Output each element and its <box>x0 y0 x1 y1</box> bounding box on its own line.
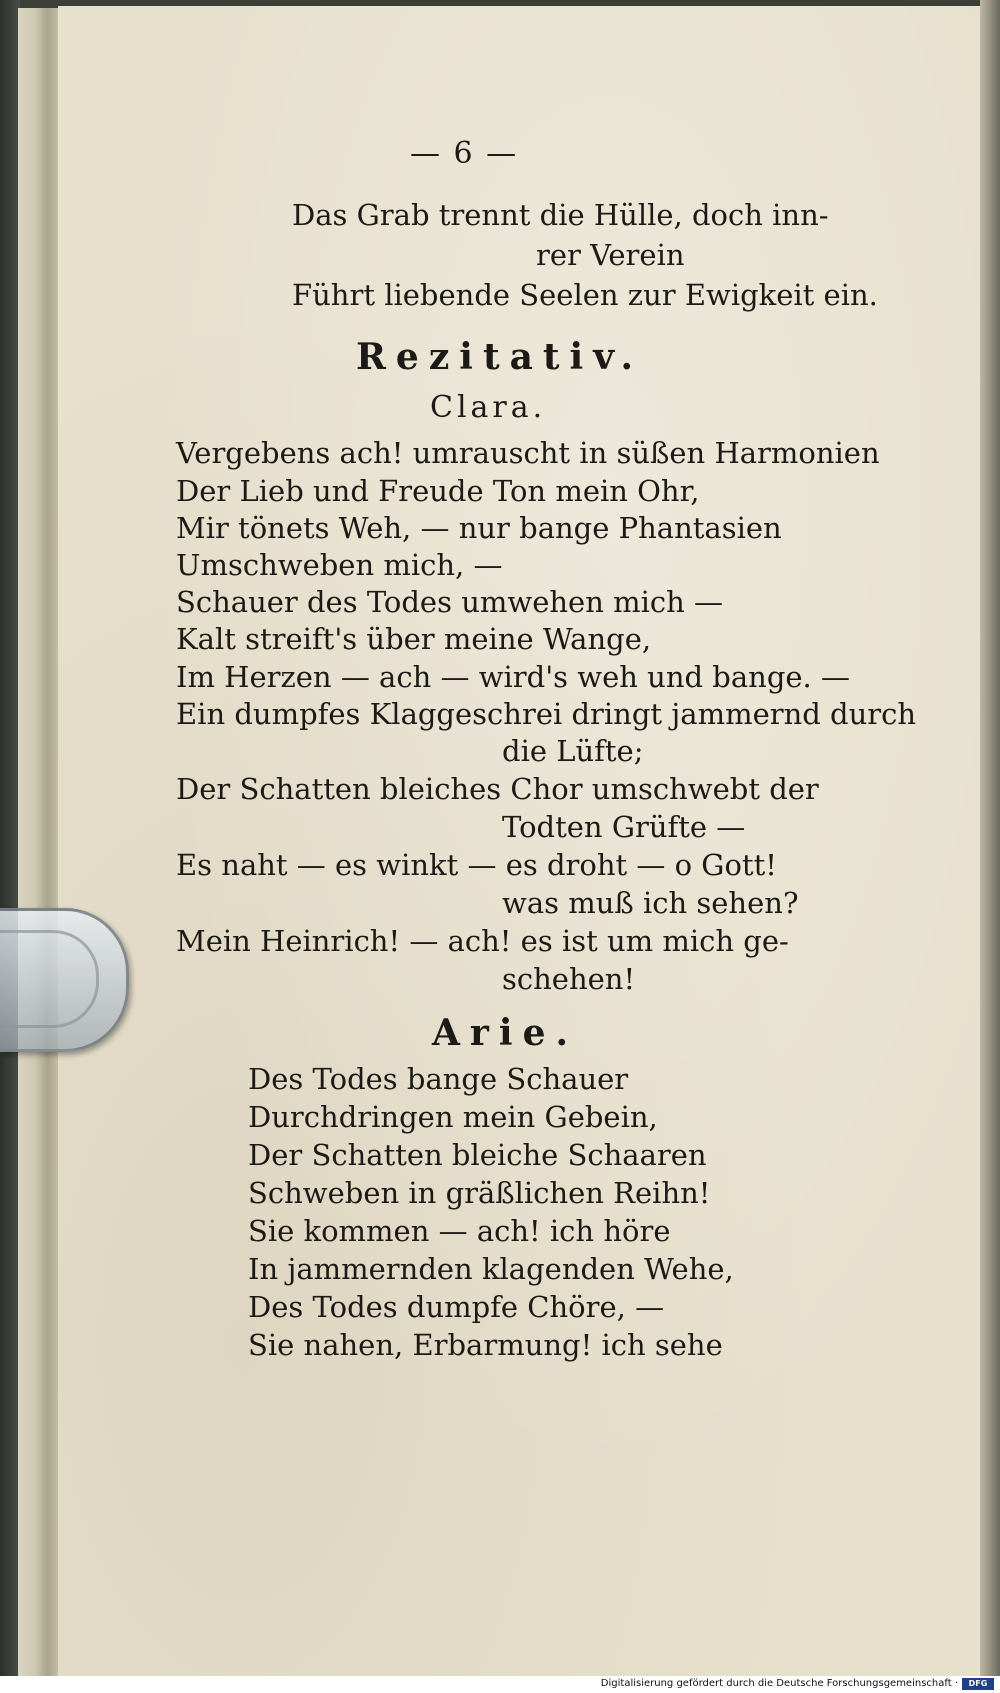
recitative-line: Schauer des Todes umwehen mich — <box>176 585 724 619</box>
recitative-line: Umschweben mich, — <box>176 548 503 582</box>
plastic-clip-inner <box>0 930 99 1028</box>
recitative-line: die Lüfte; <box>502 734 644 768</box>
aria-line: Der Schatten bleiche Schaaren <box>248 1138 707 1172</box>
recitative-line: Der Lieb und Freude Ton mein Ohr, <box>176 474 700 508</box>
book-cover-edge <box>0 0 20 1693</box>
aria-line: Sie kommen — ach! ich höre <box>248 1214 671 1248</box>
digitization-credit: Digitalisierung gefördert durch die Deutsche Forschungsgemeinschaft · <box>600 1678 958 1689</box>
aria-line: Schweben in gräßlichen Reihn! <box>248 1176 711 1210</box>
recitative-line: Mir tönets Weh, — nur bange Phantasien <box>176 511 782 545</box>
speaker-name: Clara. <box>430 390 547 425</box>
section-heading-aria: Arie. <box>432 1012 579 1054</box>
recitative-line: Mein Heinrich! — ach! es ist um mich ge- <box>176 924 789 958</box>
page-stack-edge <box>18 8 60 1676</box>
section-heading-recitative: Rezitativ. <box>356 336 644 378</box>
recitative-line: schehen! <box>502 962 636 996</box>
recitative-line: Der Schatten bleiches Chor umschwebt der <box>176 772 819 806</box>
recitative-line: Im Herzen — ach — wird's weh und bange. — <box>176 660 850 694</box>
verse-line: rer Verein <box>536 238 685 272</box>
recitative-line: Vergebens ach! umrauscht in süßen Harmonien <box>176 436 880 470</box>
recitative-line: Kalt streift's über meine Wange, <box>176 622 652 656</box>
recitative-line: Ein dumpfes Klaggeschrei dringt jammernd durch <box>176 697 917 731</box>
aria-line: Des Todes bange Schauer <box>248 1062 629 1096</box>
dfg-logo: DFG <box>962 1678 994 1690</box>
verse-line: Das Grab trennt die Hülle, doch inn- <box>292 198 829 232</box>
recitative-line: was muß ich sehen? <box>502 886 799 920</box>
aria-line: Des Todes dumpfe Chöre, — <box>248 1290 665 1324</box>
verse-line: Führt liebende Seelen zur Ewigkeit ein. <box>292 278 878 312</box>
page-number: — 6 — <box>410 136 519 171</box>
aria-line: Durchdringen mein Gebein, <box>248 1100 658 1134</box>
recitative-line: Todten Grüfte — <box>502 810 746 844</box>
recitative-line: Es naht — es winkt — es droht — o Gott! <box>176 848 777 882</box>
aria-line: Sie nahen, Erbarmung! ich sehe <box>248 1328 723 1362</box>
aria-line: In jammernden klagenden Wehe, <box>248 1252 734 1286</box>
page-right-edge <box>980 0 1000 1693</box>
